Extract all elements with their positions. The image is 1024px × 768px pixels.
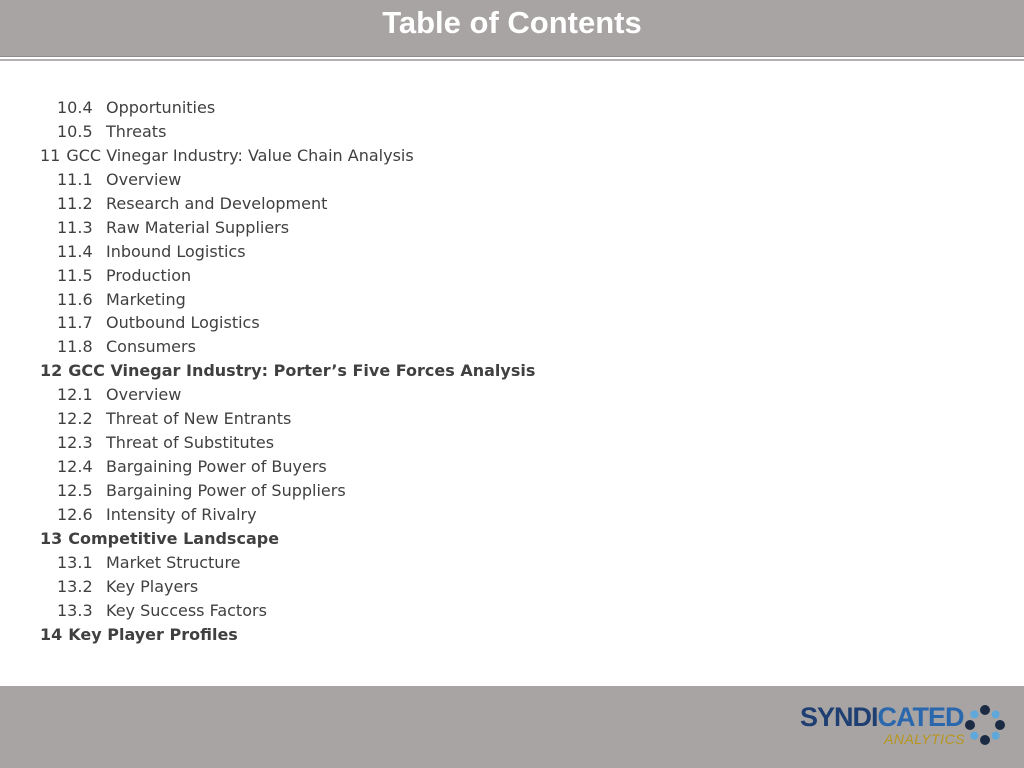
page-title: Table of Contents	[382, 5, 642, 40]
toc-number: 13.2	[57, 576, 93, 596]
toc-label: GCC Vinegar Industry: Value Chain Analysis	[66, 145, 414, 165]
toc-number: 11.5	[57, 265, 93, 285]
logo-wordmark	[800, 702, 964, 732]
toc-label: Threat of Substitutes	[106, 433, 275, 453]
logo-dot	[980, 735, 990, 745]
toc-number: 11.1	[57, 169, 93, 189]
toc-label: Threat of New Entrants	[106, 409, 292, 429]
toc-label: Key Players	[106, 576, 199, 596]
toc-label: Competitive Landscape	[68, 528, 280, 548]
toc-number: 13.1	[57, 552, 93, 572]
logo-dot	[980, 705, 990, 715]
toc-number: 11.4	[57, 241, 93, 261]
toc-number: 12.3	[57, 433, 93, 453]
logo-dot	[970, 732, 978, 740]
toc-label: Outbound Logistics	[106, 313, 260, 333]
toc-label: Research and Development	[106, 193, 328, 213]
toc-number: 13.3	[57, 600, 93, 620]
toc-number: 11.8	[57, 337, 93, 357]
toc-subsection	[40, 96, 535, 120]
toc-label: Intensity of Rivalry	[106, 504, 257, 524]
toc-label: Consumers	[106, 337, 196, 357]
toc-label: Market Structure	[106, 552, 241, 572]
toc-subsection	[40, 503, 535, 527]
toc-subsection	[40, 479, 535, 503]
toc-subsection	[40, 192, 535, 216]
toc-label: Production	[106, 265, 192, 285]
toc-subsection	[40, 431, 535, 455]
toc-label: Overview	[106, 169, 182, 189]
logo-dot	[995, 720, 1005, 730]
toc-number: 11.7	[57, 313, 93, 333]
toc-subsection	[40, 288, 535, 312]
logo-wordmark-part2: CATED	[877, 702, 964, 732]
toc-number: 11.3	[57, 217, 93, 237]
toc-number: 10.4	[57, 98, 93, 117]
toc-number: 12.6	[57, 504, 93, 524]
toc-subsection	[40, 216, 535, 240]
toc-number: 13	[40, 528, 63, 548]
toc-subsection	[40, 240, 535, 264]
logo-dot	[970, 710, 978, 718]
toc-number: 12	[40, 361, 63, 381]
toc-label: Inbound Logistics	[106, 241, 246, 261]
logo-dot	[992, 732, 1000, 740]
logo-subword: ANALYTICS	[884, 731, 966, 747]
toc-number: 11.6	[57, 289, 93, 309]
toc-subsection	[40, 455, 535, 479]
toc-section	[40, 144, 535, 168]
toc-label: GCC Vinegar Industry: Porter’s Five Forces Analysis	[68, 361, 536, 381]
logo-dot	[992, 710, 1000, 718]
toc-number: 10.5	[57, 121, 93, 141]
toc-label: Opportunities	[106, 98, 216, 117]
toc-section	[40, 527, 535, 551]
toc-number: 12.1	[57, 385, 93, 405]
toc-section	[40, 359, 535, 383]
toc-label: Bargaining Power of Buyers	[106, 457, 327, 477]
toc-subsection	[40, 599, 535, 623]
logo-wordmark-part1: SYNDI	[800, 702, 878, 732]
toc-number: 12.2	[57, 409, 93, 429]
syndicated-analytics-logo	[800, 700, 1008, 752]
toc-subsection	[40, 383, 535, 407]
toc-subsection	[40, 264, 535, 288]
logo-ring-icon	[962, 702, 1008, 748]
toc-subsection	[40, 311, 535, 335]
toc-subsection	[40, 575, 535, 599]
toc-label: Key Success Factors	[106, 600, 267, 620]
logo-dot	[965, 720, 975, 730]
toc-label: Raw Material Suppliers	[106, 217, 290, 237]
toc-number: 12.5	[57, 481, 93, 500]
toc-subsection	[40, 551, 535, 575]
toc-subsection	[40, 407, 535, 431]
toc-label: Marketing	[106, 289, 186, 309]
toc-section	[40, 623, 535, 647]
table-of-contents-list	[40, 96, 535, 647]
header-divider	[0, 59, 1024, 61]
toc-subsection	[40, 120, 535, 144]
toc-number: 12.4	[57, 457, 93, 477]
toc-label: Key Player Profiles	[68, 624, 238, 644]
toc-number: 14	[40, 624, 63, 644]
toc-subsection	[40, 335, 535, 359]
toc-number: 11	[40, 145, 61, 165]
toc-number: 11.2	[57, 193, 93, 213]
toc-label: Threats	[106, 121, 167, 141]
toc-subsection	[40, 168, 535, 192]
header-bar	[0, 0, 1024, 57]
toc-label: Bargaining Power of Suppliers	[106, 481, 346, 500]
toc-label: Overview	[106, 385, 182, 405]
